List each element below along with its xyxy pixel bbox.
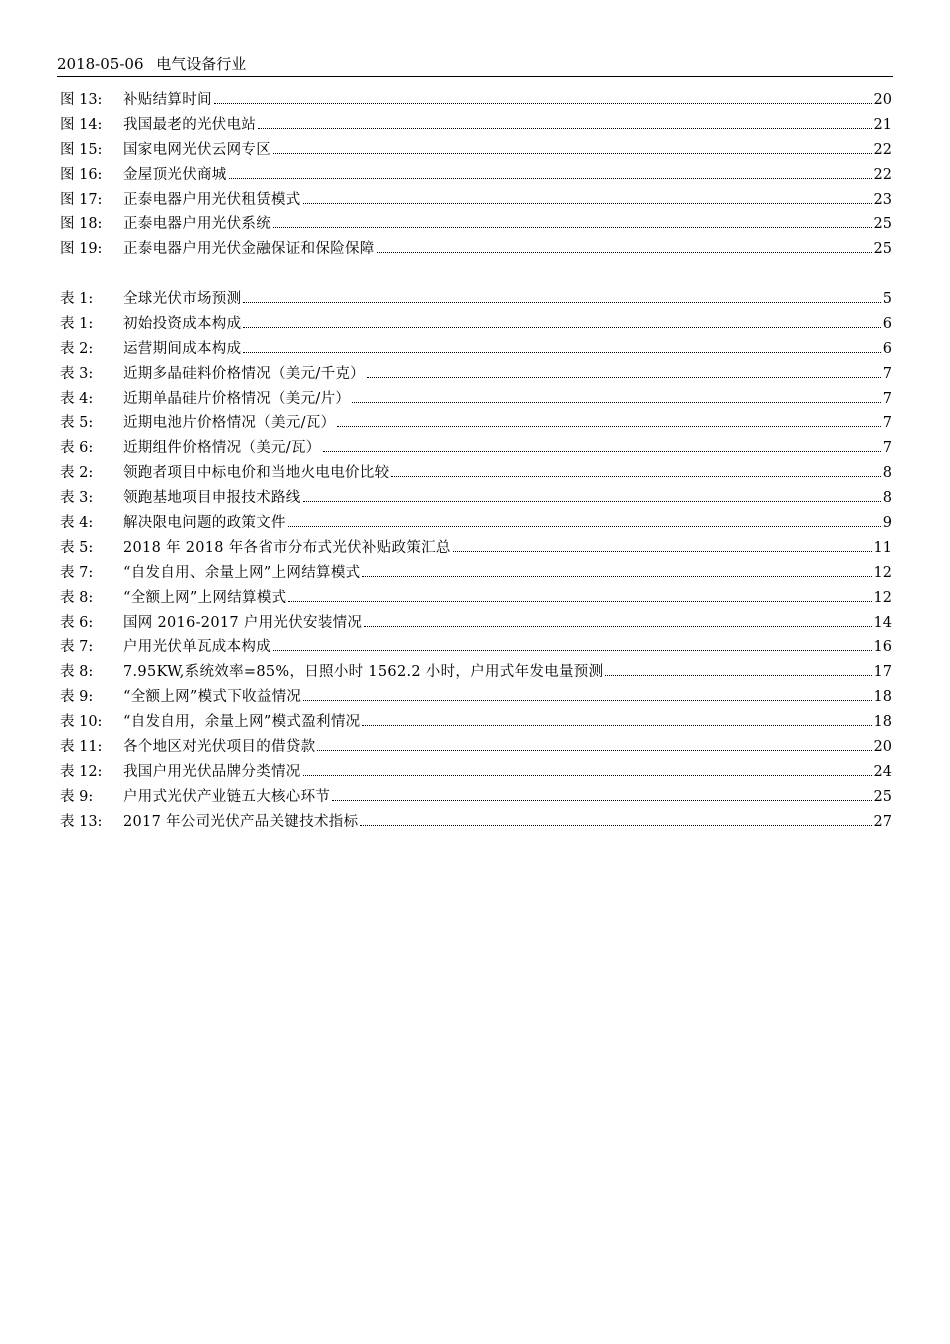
table-page-number: 20: [873, 739, 892, 756]
table-label: 表 6:: [60, 440, 94, 457]
table-page-number: 8: [882, 465, 892, 482]
table-page-number: 7: [882, 440, 892, 457]
dot-leader: [288, 526, 881, 527]
table-page-number: 7: [882, 415, 892, 432]
header-date: 2018-05-06: [57, 55, 144, 73]
dot-leader: [243, 352, 880, 353]
table-label: 表 4:: [60, 390, 94, 407]
figure-label: 图 19:: [60, 241, 103, 258]
table-title: “自发自用，余量上网”模式盈利情况: [123, 714, 361, 731]
table-page-number: 14: [873, 614, 892, 631]
table-label: 表 9:: [60, 788, 94, 805]
table-label: 表 7:: [60, 564, 94, 581]
dot-leader: [258, 128, 871, 129]
table-page-number: 12: [873, 589, 892, 606]
table-page-number: 12: [873, 564, 892, 581]
table-entry[interactable]: [60, 363, 892, 388]
table-title: 近期电池片价格情况（美元/瓦）: [123, 415, 336, 432]
table-entry[interactable]: [60, 686, 892, 711]
table-label: 表 9:: [60, 689, 94, 706]
table-title: 户用光伏单瓦成本构成: [123, 639, 271, 656]
table-page-number: 25: [873, 788, 892, 805]
table-label: 表 7:: [60, 639, 94, 656]
table-label: 表 5:: [60, 415, 94, 432]
figure-title: 国家电网光伏云网专区: [123, 141, 271, 158]
dot-leader: [362, 725, 871, 726]
figure-label: 图 14:: [60, 116, 103, 133]
table-entry[interactable]: [60, 661, 892, 686]
figure-label: 图 18:: [60, 216, 103, 233]
dot-leader: [337, 426, 880, 427]
table-entry[interactable]: [60, 811, 892, 836]
table-title: “全额上网”模式下收益情况: [123, 689, 302, 706]
table-entry[interactable]: [60, 587, 892, 612]
dot-leader: [243, 327, 880, 328]
table-entry[interactable]: [60, 338, 892, 363]
table-entry[interactable]: [60, 537, 892, 562]
figure-title: 金屋顶光伏商城: [123, 166, 227, 183]
table-page-number: 8: [882, 490, 892, 507]
figure-page-number: 25: [873, 216, 892, 233]
table-title: 解决限电问题的政策文件: [123, 515, 286, 532]
figure-page-number: 25: [873, 241, 892, 258]
dot-leader: [288, 601, 871, 602]
dot-leader: [303, 775, 872, 776]
figure-entry[interactable]: [60, 164, 892, 189]
table-title: 近期单晶硅片价格情况（美元/片）: [123, 390, 351, 407]
table-page-number: 6: [882, 315, 892, 332]
table-page-number: 24: [873, 763, 892, 780]
table-title: 我国户用光伏品牌分类情况: [123, 763, 301, 780]
dot-leader: [273, 227, 872, 228]
table-title: 运营期间成本构成: [123, 340, 242, 357]
table-label: 表 1:: [60, 315, 94, 332]
table-entry[interactable]: [60, 562, 892, 587]
table-title: 各个地区对光伏项目的借贷款: [123, 739, 316, 756]
figure-label: 图 15:: [60, 141, 103, 158]
table-entry[interactable]: [60, 388, 892, 413]
table-entry[interactable]: [60, 288, 892, 313]
table-title: 领跑者项目中标电价和当地火电电价比较: [123, 465, 390, 482]
table-label: 表 8:: [60, 589, 94, 606]
table-page-number: 11: [873, 539, 892, 556]
table-page-number: 17: [873, 664, 892, 681]
figure-title: 我国最老的光伏电站: [123, 116, 257, 133]
dot-leader: [605, 675, 871, 676]
table-entry[interactable]: [60, 711, 892, 736]
figure-label: 图 13:: [60, 92, 103, 108]
table-page-number: 5: [882, 291, 892, 307]
figure-list: [60, 89, 892, 263]
table-entry[interactable]: [60, 487, 892, 512]
table-entry[interactable]: [60, 612, 892, 637]
figure-entry[interactable]: [60, 213, 892, 238]
table-page-number: 7: [882, 390, 892, 407]
figure-entry[interactable]: [60, 139, 892, 164]
dot-leader: [229, 178, 872, 179]
figure-page-number: 23: [873, 191, 892, 208]
table-label: 表 12:: [60, 763, 103, 780]
figure-title: 补贴结算时间: [123, 92, 212, 108]
table-entry[interactable]: [60, 512, 892, 537]
dot-leader: [352, 402, 881, 403]
table-page-number: 7: [882, 365, 892, 382]
figure-entry[interactable]: [60, 238, 892, 263]
table-label: 表 5:: [60, 539, 94, 556]
dot-leader: [364, 626, 871, 627]
figure-title: 正泰电器户用光伏系统: [123, 216, 271, 233]
figure-entry[interactable]: [60, 189, 892, 214]
figure-title: 正泰电器户用光伏租赁模式: [123, 191, 301, 208]
dot-leader: [214, 103, 872, 104]
figure-label: 图 16:: [60, 166, 103, 183]
dot-leader: [332, 800, 871, 801]
table-title: 领跑基地项目申报技术路线: [123, 490, 301, 507]
dot-leader: [273, 153, 872, 154]
table-title: 近期多晶硅料价格情况（美元/千克）: [123, 365, 365, 382]
table-title: 全球光伏市场预测: [123, 291, 242, 307]
dot-leader: [273, 650, 872, 651]
table-label: 表 2:: [60, 340, 94, 357]
dot-leader: [377, 252, 872, 253]
page-header: [57, 54, 893, 77]
table-label: 表 4:: [60, 515, 94, 532]
table-entry[interactable]: [60, 636, 892, 661]
table-entry[interactable]: [60, 786, 892, 811]
table-title: “全额上网”上网结算模式: [123, 589, 287, 606]
dot-leader: [360, 825, 871, 826]
table-title: 7.95KW,系统效率=85%，日照小时 1562.2 小时，户用式年发电量预测: [123, 664, 604, 681]
figure-page-number: 22: [873, 166, 892, 183]
table-page-number: 16: [873, 639, 892, 656]
dot-leader: [367, 377, 881, 378]
dot-leader: [303, 700, 871, 701]
dot-leader: [303, 501, 881, 502]
table-label: 表 3:: [60, 490, 94, 507]
dot-leader: [303, 203, 872, 204]
figure-entry[interactable]: [60, 89, 892, 114]
dot-leader: [362, 576, 871, 577]
table-title: 初始投资成本构成: [123, 315, 242, 332]
table-page-number: 6: [882, 340, 892, 357]
dot-leader: [453, 551, 872, 552]
table-title: “自发自用、余量上网”上网结算模式: [123, 564, 361, 581]
table-label: 表 11:: [60, 739, 103, 756]
dot-leader: [317, 750, 871, 751]
dot-leader: [243, 302, 880, 303]
table-label: 表 2:: [60, 465, 94, 482]
dot-leader: [323, 451, 881, 452]
table-title: 户用式光伏产业链五大核心环节: [123, 788, 331, 805]
figure-title: 正泰电器户用光伏金融保证和保险保障: [123, 241, 375, 258]
table-page-number: 27: [873, 813, 892, 830]
table-page-number: 18: [873, 714, 892, 731]
table-entry[interactable]: [60, 462, 892, 487]
table-entry[interactable]: [60, 761, 892, 786]
table-title: 近期组件价格情况（美元/瓦）: [123, 440, 321, 457]
table-page-number: 18: [873, 689, 892, 706]
figure-entry[interactable]: [60, 114, 892, 139]
figure-label: 图 17:: [60, 191, 103, 208]
table-title: 2018 年 2018 年各省市分布式光伏补贴政策汇总: [123, 539, 451, 556]
table-label: 表 13:: [60, 813, 103, 830]
table-label: 表 3:: [60, 365, 94, 382]
table-label: 表 8:: [60, 664, 94, 681]
table-list: [60, 288, 892, 836]
table-title: 2017 年公司光伏产品关键技术指标: [123, 813, 359, 830]
figure-page-number: 20: [873, 92, 892, 108]
table-title: 国网 2016-2017 户用光伏安装情况: [123, 614, 363, 631]
figure-page-number: 21: [873, 116, 892, 133]
table-entry[interactable]: [60, 736, 892, 761]
table-page-number: 9: [882, 515, 892, 532]
table-entry[interactable]: [60, 437, 892, 462]
dot-leader: [391, 476, 880, 477]
table-entry[interactable]: [60, 313, 892, 338]
table-label: 表 10:: [60, 714, 103, 731]
figure-page-number: 22: [873, 141, 892, 158]
table-label: 表 6:: [60, 614, 94, 631]
header-industry: 电气设备行业: [156, 55, 247, 73]
table-entry[interactable]: [60, 412, 892, 437]
table-label: 表 1:: [60, 291, 94, 307]
